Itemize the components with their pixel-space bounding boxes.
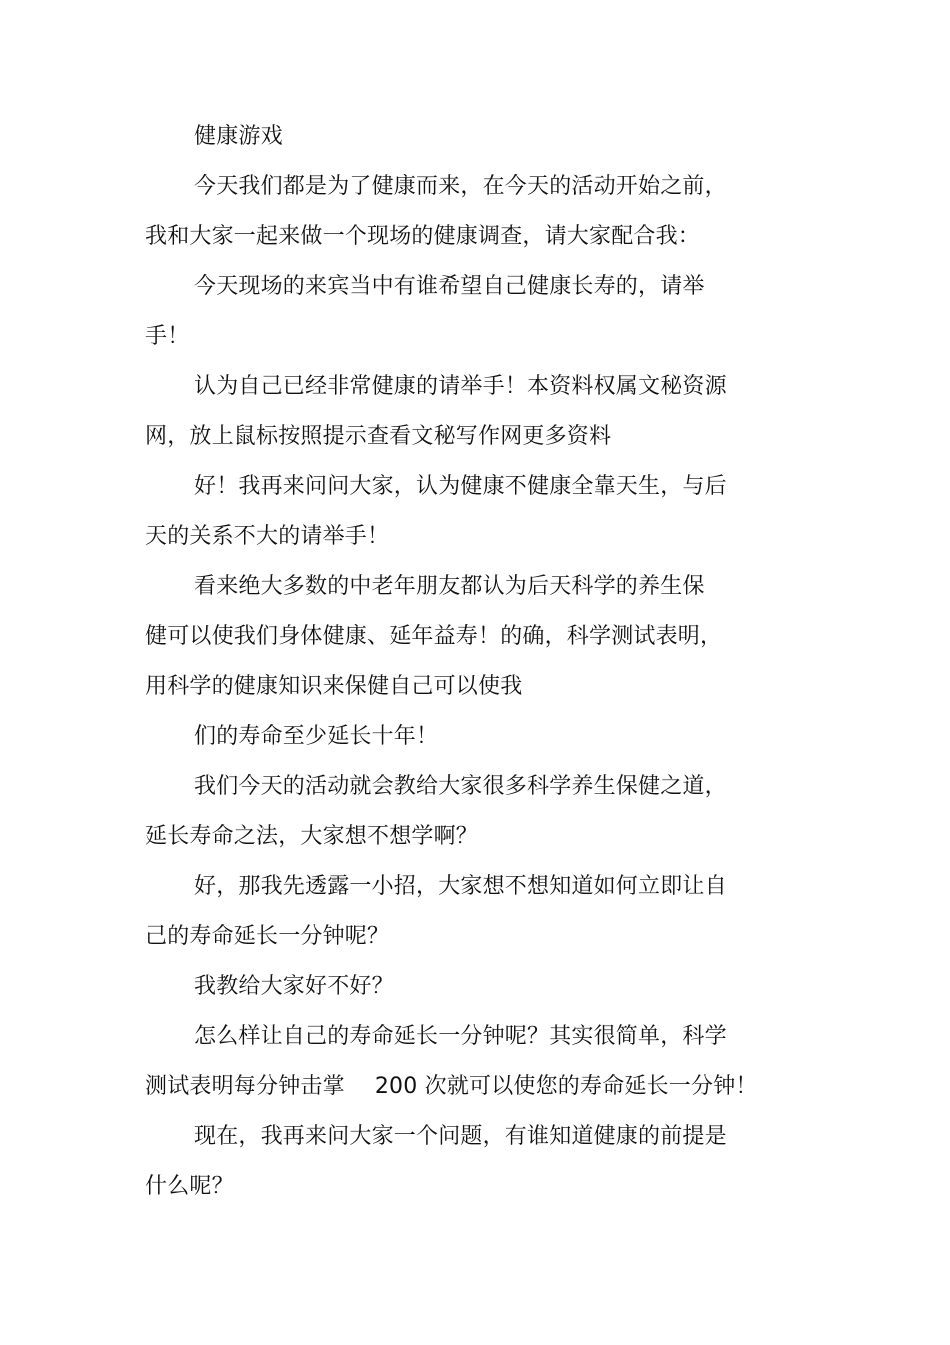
paragraph-line: 用科学的健康知识来保健自己可以使我 xyxy=(145,674,523,699)
paragraph-line: 怎么样让自己的寿命延长一分钟呢？其实很简单，科学 xyxy=(194,1024,727,1049)
paragraph-line: 天的关系不大的请举手！ xyxy=(145,524,390,549)
document-body xyxy=(145,112,765,1212)
paragraph-line: 今天我们都是为了健康而来，在今天的活动开始之前， xyxy=(194,174,727,199)
paragraph-line: 好！我再来问问大家，认为健康不健康全靠天生，与后 xyxy=(194,474,727,499)
paragraph-line: 我们今天的活动就会教给大家很多科学养生保健之道， xyxy=(194,774,727,799)
paragraph-line: 手！ xyxy=(145,324,190,349)
paragraph-line: 延长寿命之法，大家想不想学啊？ xyxy=(145,824,479,849)
paragraph-line: 健可以使我们身体健康、延年益寿！的确，科学测试表明， xyxy=(145,624,723,649)
document-title: 健康游戏 xyxy=(194,124,283,149)
paragraph-line: 己的寿命延长一分钟呢？ xyxy=(145,924,390,949)
paragraph-line-mixed xyxy=(145,1062,765,1112)
paragraph-line: 什么呢？ xyxy=(145,1174,234,1199)
paragraph-line: 网，放上鼠标按照提示查看文秘写作网更多资料 xyxy=(145,424,612,449)
text-segment: 测试表明每分钟击掌 xyxy=(145,1074,345,1099)
paragraph-line: 们的寿命至少延长十年！ xyxy=(194,724,439,749)
text-segment: 200 次就可以使您的寿命延长一分钟！ xyxy=(374,1074,758,1099)
paragraph-line: 好，那我先透露一小招，大家想不想知道如何立即让自 xyxy=(194,874,727,899)
paragraph-line: 我和大家一起来做一个现场的健康调查，请大家配合我： xyxy=(145,224,701,249)
paragraph-line: 现在，我再来问大家一个问题，有谁知道健康的前提是 xyxy=(194,1124,727,1149)
paragraph-line: 认为自己已经非常健康的请举手！本资料权属文秘资源 xyxy=(194,374,727,399)
paragraph-line: 看来绝大多数的中老年朋友都认为后天科学的养生保 xyxy=(194,574,705,599)
paragraph-line: 今天现场的来宾当中有谁希望自己健康长寿的，请举 xyxy=(194,274,705,299)
paragraph-line: 我教给大家好不好？ xyxy=(194,974,394,999)
